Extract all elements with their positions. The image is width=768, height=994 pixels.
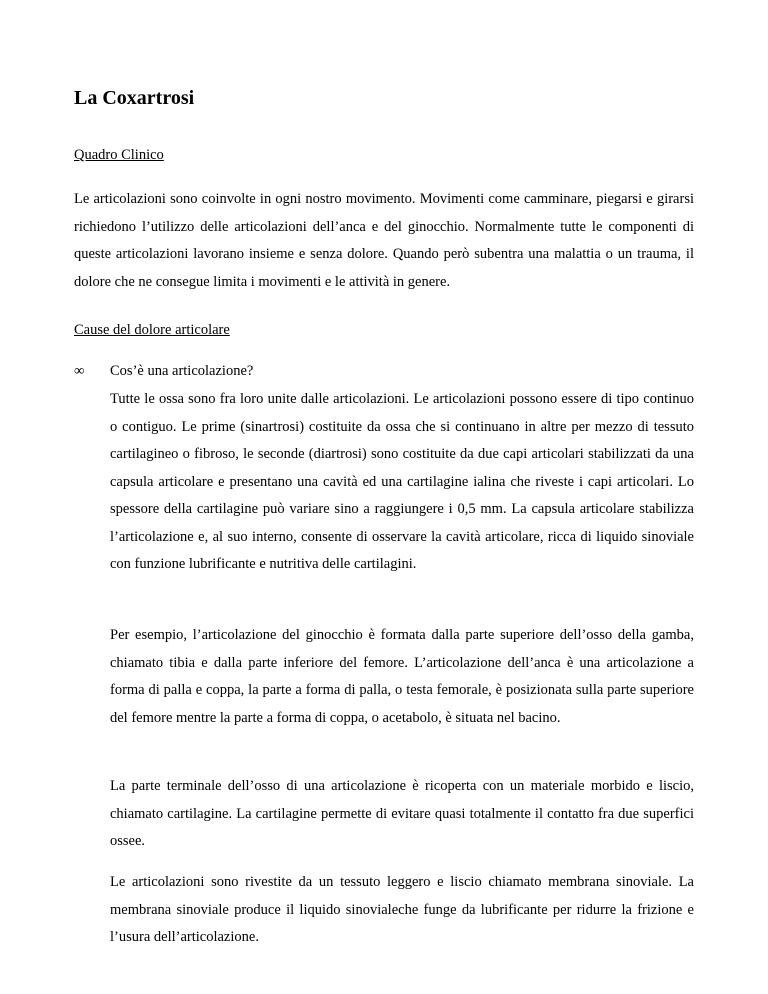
paragraph-membrana-sinoviale: Le articolazioni sono rivestite da un tessuto leggero e liscio chiamato membrana sinoviale. La membrana sinoviale produce il liquido sinovialeche funge da lubrificante per ridurre la frizione e l’usura dell’articolazione. <box>110 874 694 945</box>
section-heading-quadro-clinico: Quadro Clinico <box>74 147 164 163</box>
infinity-bullet-icon: ∞ <box>74 363 85 379</box>
paragraph-cartilagine: La parte terminale dell’osso di una articolazione è ricoperta con un materiale morbido e liscio, chiamato cartilagine. La cartilagine permette di evitare quasi totalmente il contatto fra due superfici ossee. <box>110 778 694 849</box>
section-heading-cause-dolore: Cause del dolore articolare <box>74 322 230 338</box>
paragraph-articolazione: Tutte le ossa sono fra loro unite dalle articolazioni. Le articolazioni possono essere di tipo continuo o contiguo. Le prime (sinartrosi) costituite da ossa che si continuano in altre per mezzo di tessuto cartilagineo o fibroso, le seconde (diartrosi) sono costituite da due capi articolari stabilizzati da una capsula articolare e presentano una cavità ed una cartilagine ialina che riveste i capi articolari. Lo spessore della cartilagine può variare sino a raggiungere i 0,5 mm. La capsula articolare stabilizza l’articolazione e, al suo interno, consente di osservare la cavità articolare, ricca di liquido sinoviale con funzione lubrificante e nutritiva delle cartilagini. <box>110 391 694 572</box>
paragraph-esempio: Per esempio, l’articolazione del ginocchio è formata dalla parte superiore dell’osso della gamba, chiamato tibia e dalla parte inferiore del femore. L’articolazione dell’anca è una articolazione a forma di palla e coppa, la parte a forma di palla, o testa femorale, è posizionata sulla parte superiore del femore mentre la parte a forma di coppa, o acetabolo, è situata nel bacino. <box>110 627 694 726</box>
document-title: La Coxartrosi <box>74 87 195 109</box>
bullet-label: Cos’è una articolazione? <box>110 363 254 379</box>
intro-paragraph: Le articolazioni sono coinvolte in ogni nostro movimento. Movimenti come camminare, piegarsi e girarsi richiedono l’utilizzo delle articolazioni dell’anca e del ginocchio. Normalmente tutte le componenti di queste articolazioni lavorano insieme e senza dolore. Quando però subentra una malattia o un trauma, il dolore che ne consegue limita i movimenti e le attività in genere. <box>74 191 694 290</box>
